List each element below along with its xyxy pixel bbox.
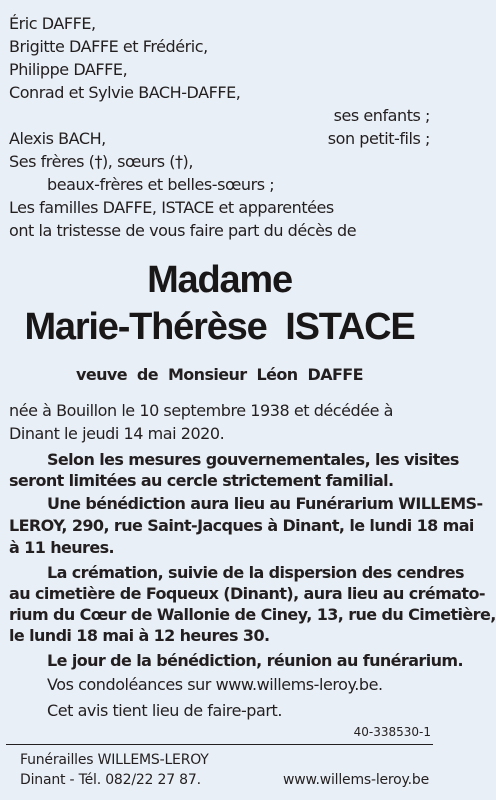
family-line-2: Brigitte DAFFE et Frédéric, (9, 37, 208, 56)
grandchild-name: Alexis BACH, (9, 129, 106, 148)
widow-line: veuve de Monsieur Léon DAFFE (76, 365, 363, 384)
grandchild-role: son petit-fils ; (327, 129, 430, 148)
footer-divider (6, 744, 433, 745)
measures-line-2: seront limitées au cercle strictement familial. (9, 471, 394, 490)
family-line-1: Éric DAFFE, (9, 14, 96, 33)
birth-line-1: née à Bouillon le 10 septembre 1938 et décédée à (9, 401, 394, 420)
in-laws-line: beaux-frères et belles-sœurs ; (47, 175, 275, 194)
funeral-phone: Dinant - Tél. 082/22 27 87. (20, 772, 201, 788)
family-line-4: Conrad et Sylvie BACH-DAFFE, (9, 83, 241, 102)
gathering-line: Le jour de la bénédiction, réunion au funérarium. (47, 651, 463, 670)
reference-number: 40-338530-1 (353, 725, 431, 739)
deceased-title: Madame (147, 259, 292, 301)
deceased-name: Marie-Thérèse ISTACE (24, 306, 415, 348)
families-line: Les familles DAFFE, ISTACE et apparentées (9, 198, 334, 217)
cremation-line-2: au cimetière de Foqueux (Dinant), aura lieu au crémato- (9, 584, 485, 603)
children-role: ses enfants ; (333, 106, 430, 125)
announcement-line: ont la tristesse de vous faire part du décès de (9, 221, 357, 240)
funeral-company: Funérailles WILLEMS-LEROY (20, 752, 209, 768)
notice-line: Cet avis tient lieu de faire-part. (47, 701, 282, 720)
siblings-line: Ses frères (†), sœurs (†), (9, 152, 193, 171)
funeral-website: www.willems-leroy.be (283, 772, 429, 788)
birth-line-2: Dinant le jeudi 14 mai 2020. (9, 424, 225, 443)
family-line-3: Philippe DAFFE, (9, 60, 128, 79)
cremation-line-1: La crémation, suivie de la dispersion des cendres (47, 563, 464, 582)
blessing-line-1: Une bénédiction aura lieu au Funérarium WILLEMS- (47, 494, 483, 513)
cremation-line-4: le lundi 18 mai à 12 heures 30. (9, 626, 270, 645)
blessing-line-3: à 11 heures. (9, 538, 114, 557)
blessing-line-2: LEROY, 290, rue Saint-Jacques à Dinant, le lundi 18 mai (9, 516, 474, 535)
condolences-line: Vos condoléances sur www.willems-leroy.be. (47, 675, 383, 694)
cremation-line-3: rium du Cœur de Wallonie de Ciney, 13, rue du Cimetière, (9, 605, 496, 624)
measures-line-1: Selon les mesures gouvernementales, les visites (47, 450, 459, 469)
